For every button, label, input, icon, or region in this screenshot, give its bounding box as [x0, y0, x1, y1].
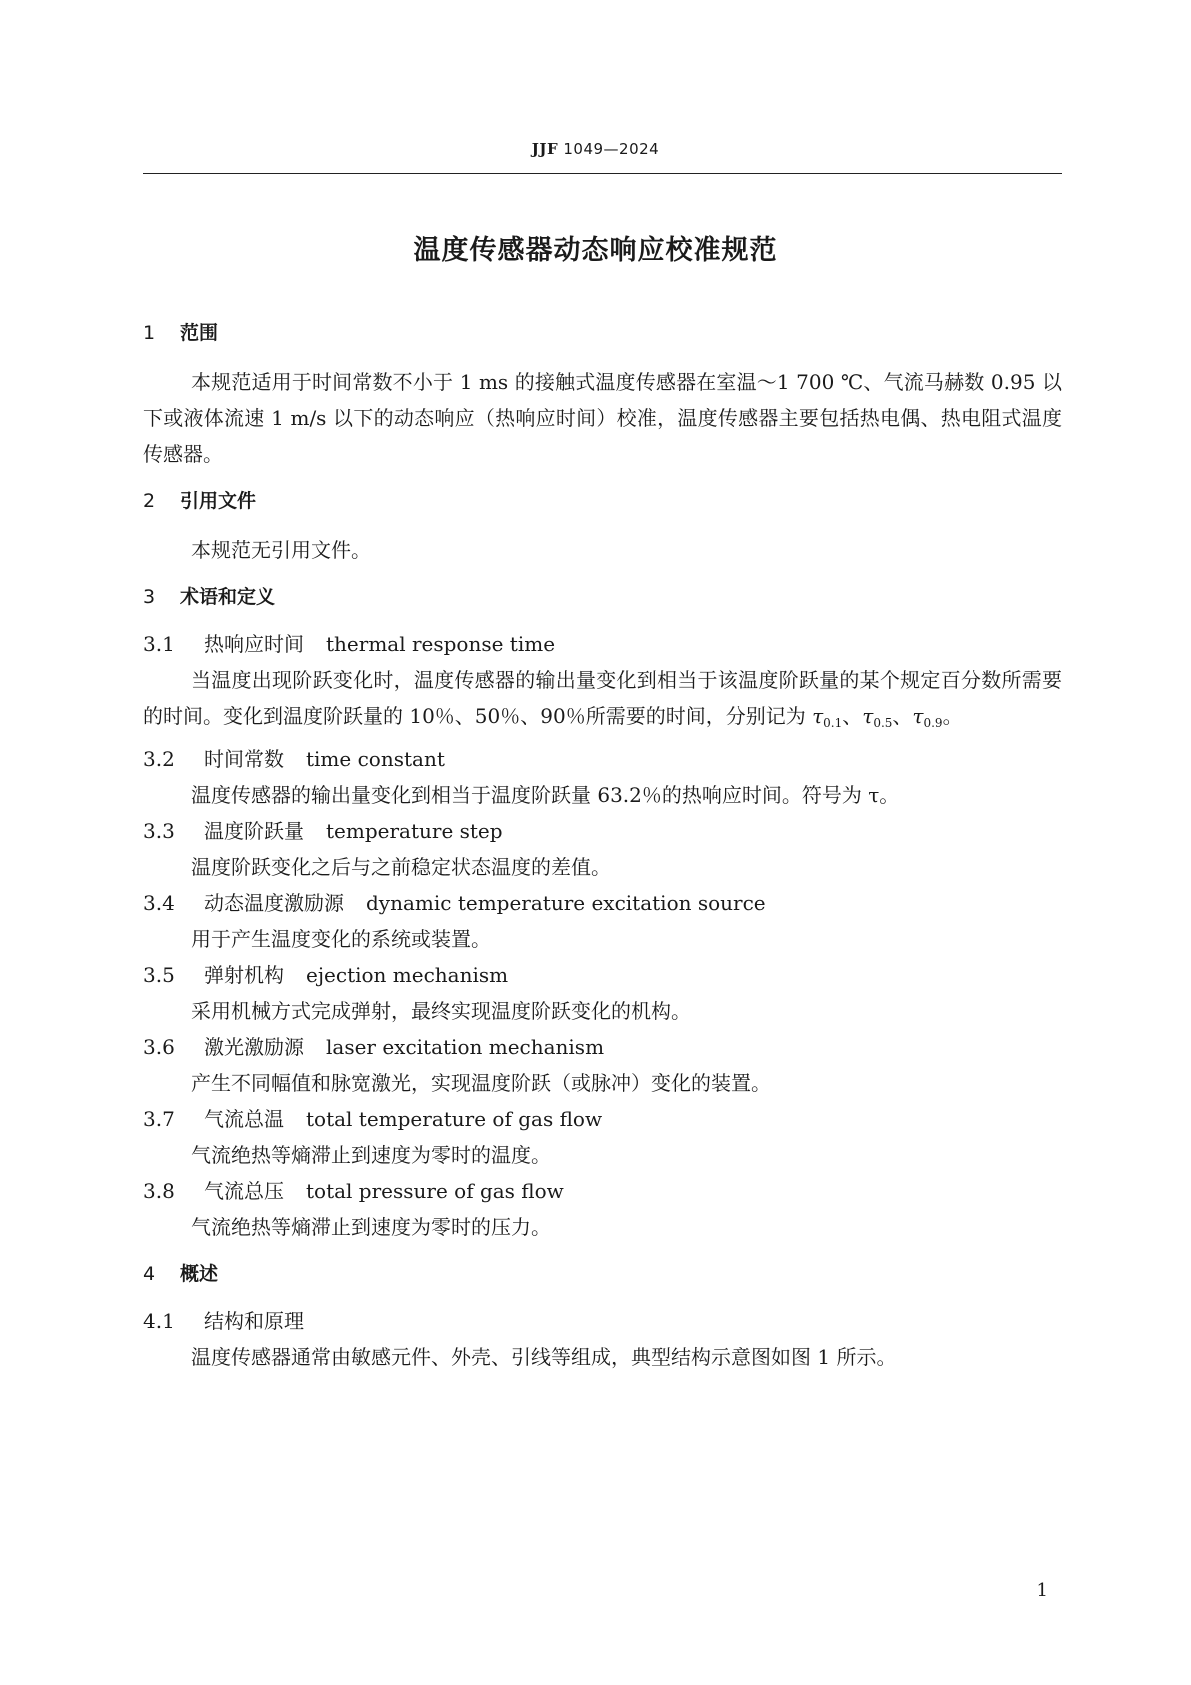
term-chinese: 气流总压 [204, 1179, 284, 1203]
section-heading-3 [143, 582, 1062, 612]
term-number: 3.4 [143, 891, 175, 915]
term-heading [143, 1173, 1062, 1209]
section-title: 术语和定义 [180, 586, 276, 608]
section-heading-4 [143, 1259, 1062, 1289]
term-english: time constant [306, 747, 445, 771]
section-number: 3 [143, 586, 156, 608]
tau-symbol: τ [912, 704, 924, 728]
term-heading [143, 1029, 1062, 1065]
term-number: 3.7 [143, 1107, 175, 1131]
term-number: 3.5 [143, 963, 175, 987]
term-heading [143, 885, 1062, 921]
term-english: laser excitation mechanism [326, 1035, 605, 1059]
term-english: thermal response time [326, 632, 556, 656]
document-title: 温度传感器动态响应校准规范 [413, 235, 778, 266]
sentence-end: 。 [942, 704, 963, 728]
section-number: 1 [143, 322, 156, 344]
term-heading [143, 1101, 1062, 1137]
tau-subscript: 0.1 [823, 716, 843, 730]
section-title: 引用文件 [180, 490, 257, 512]
term-chinese: 激光激励源 [204, 1035, 304, 1059]
term-definition-text: 当温度出现阶跃变化时，温度传感器的输出量变化到相当于该温度阶跃量的某个规定百分数所需要的时间。变化到温度阶跃量的 10％、50％、90％所需要的时间，分别记为 [143, 668, 1062, 728]
header-rule [143, 173, 1062, 174]
tau-subscript: 0.5 [873, 716, 893, 730]
term-english: total pressure of gas flow [306, 1179, 564, 1203]
term-number: 3.3 [143, 819, 175, 843]
term-english: dynamic temperature excitation source [366, 891, 766, 915]
term-number: 3.2 [143, 747, 175, 771]
term-definition: 用于产生温度变化的系统或装置。 [191, 927, 491, 951]
term-chinese: 热响应时间 [204, 632, 304, 656]
tau-symbol: τ [862, 704, 874, 728]
term-definition: 温度阶跃变化之后与之前稳定状态温度的差值。 [191, 855, 611, 879]
header-code-number: 1049—2024 [558, 140, 660, 158]
section-1-paragraph: 本规范适用于时间常数不小于 1 ms 的接触式温度传感器在室温～1 700 ℃、气流马赫数 0.95 以下或液体流速 1 m/s 以下的动态响应（热响应时间）校准，温度传感器主要包括热电偶、热电阻式温度传感器。 [143, 370, 1062, 466]
separator: 、 [842, 704, 863, 728]
term-heading [143, 813, 1062, 849]
term-number: 3.1 [143, 632, 175, 656]
term-heading [143, 957, 1062, 993]
terms-list [143, 626, 1062, 1245]
term-definition: 气流绝热等熵滞止到速度为零时的压力。 [191, 1215, 551, 1239]
term-english: temperature step [326, 819, 503, 843]
separator: 、 [892, 704, 913, 728]
term-chinese: 时间常数 [204, 747, 284, 771]
term-english: ejection mechanism [306, 963, 509, 987]
term-number: 3.6 [143, 1035, 175, 1059]
subsection-paragraph: 温度传感器通常由敏感元件、外壳、引线等组成，典型结构示意图如图 1 所示。 [191, 1345, 897, 1369]
tau-subscript: 0.9 [923, 716, 943, 730]
term-chinese: 动态温度激励源 [204, 891, 344, 915]
header-code-prefix: JJF [531, 140, 559, 158]
section-title: 概述 [180, 1263, 219, 1285]
subsection-heading [143, 1303, 1062, 1339]
section-number: 2 [143, 490, 156, 512]
term-definition: 温度传感器的输出量变化到相当于温度阶跃量 63.2％的热响应时间。符号为 τ。 [191, 783, 900, 807]
section-number: 4 [143, 1263, 156, 1285]
term-number: 3.8 [143, 1179, 175, 1203]
term-chinese: 弹射机构 [204, 963, 284, 987]
term-definition: 产生不同幅值和脉宽激光，实现温度阶跃（或脉冲）变化的装置。 [191, 1071, 771, 1095]
section-title: 范围 [180, 322, 219, 344]
term-heading [143, 741, 1062, 777]
section-heading-1 [143, 318, 1062, 348]
term-heading [143, 626, 1062, 662]
term-definition: 气流绝热等熵滞止到速度为零时的温度。 [191, 1143, 551, 1167]
page-number: 1 [1036, 1580, 1048, 1601]
document-body [143, 318, 1062, 1375]
running-header [0, 140, 1191, 158]
term-definition [143, 662, 1062, 741]
term-definition: 采用机械方式完成弹射，最终实现温度阶跃变化的机构。 [191, 999, 691, 1023]
section-heading-2 [143, 486, 1062, 516]
term-chinese: 温度阶跃量 [204, 819, 304, 843]
subsection-title: 结构和原理 [204, 1309, 304, 1333]
subsection-number: 4.1 [143, 1309, 175, 1333]
term-english: total temperature of gas flow [306, 1107, 603, 1131]
tau-symbol: τ [812, 704, 824, 728]
section-2-paragraph: 本规范无引用文件。 [191, 538, 371, 562]
term-chinese: 气流总温 [204, 1107, 284, 1131]
